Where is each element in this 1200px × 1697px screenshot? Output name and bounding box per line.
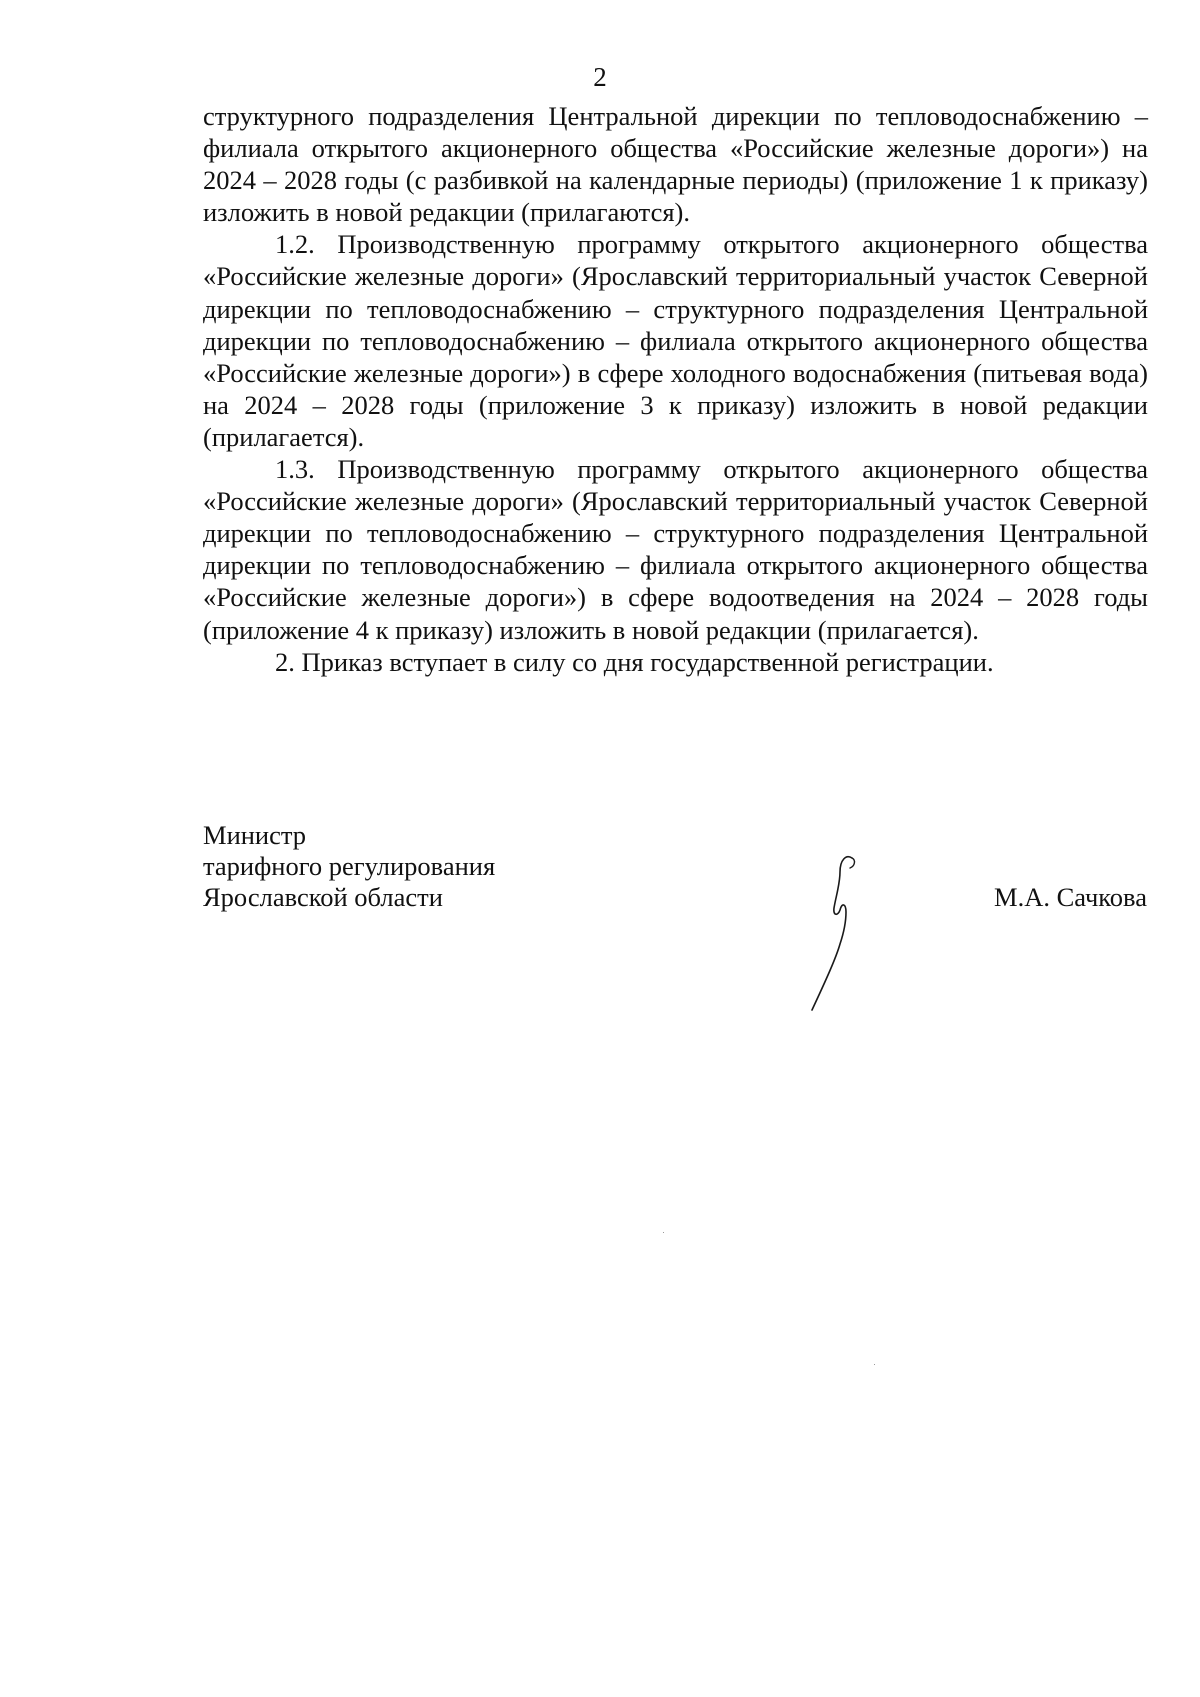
- scan-speck: [874, 1364, 875, 1365]
- scan-speck: [663, 1232, 664, 1233]
- paragraph-2: 2. Приказ вступает в силу со дня государственной регистрации.: [275, 646, 994, 677]
- signature-stroke: [850, 858, 854, 868]
- handwritten-signature: [800, 850, 900, 1020]
- signatory-title-line: Ярославской области: [203, 882, 443, 912]
- signer-name: М.А. Сачкова: [994, 882, 1147, 912]
- signatory-title-line: Министр: [203, 820, 307, 850]
- page-number: 2: [593, 62, 607, 92]
- paragraph-1-3: 1.3. Производственную программу открытого акционерного общества «Российские железные дороги» (Ярославский территориальный участок Северной дирекции по тепловодоснабжению – структурного подразделения Центральной дирекции по тепловодоснабжению – филиала открытого акционерного общества «Российские железные дороги») в сфере водоотведения на 2024 – 2028 годы (приложение 4 к приказу) изложить в новой редакции (прилагается).: [203, 454, 1148, 645]
- signatory-title: [203, 820, 495, 913]
- signatory-title-line: тарифного регулирования: [203, 851, 496, 881]
- paragraph-1-2: 1.2. Производственную программу открытого акционерного общества «Российские железные дороги» (Ярославский территориальный участок Северной дирекции по тепловодоснабжению – структурного подразделения Центральной дирекции по тепловодоснабжению – филиала открытого акционерного общества «Российские железные дороги») в сфере холодного водоснабжения (питьевая вода) на 2024 – 2028 годы (приложение 3 к приказу) изложить в новой редакции (прилагается).: [203, 229, 1148, 452]
- signature-stroke: [812, 857, 852, 1010]
- paragraph-continuation: структурного подразделения Центральной дирекции по тепловодоснабжению – филиала открытого акционерного общества «Российские железные дороги») на 2024 – 2028 годы (с разбивкой на календарные периоды) (приложение 1 к приказу) изложить в новой редакции (прилагаются).: [203, 101, 1148, 228]
- document-body: [203, 100, 1148, 678]
